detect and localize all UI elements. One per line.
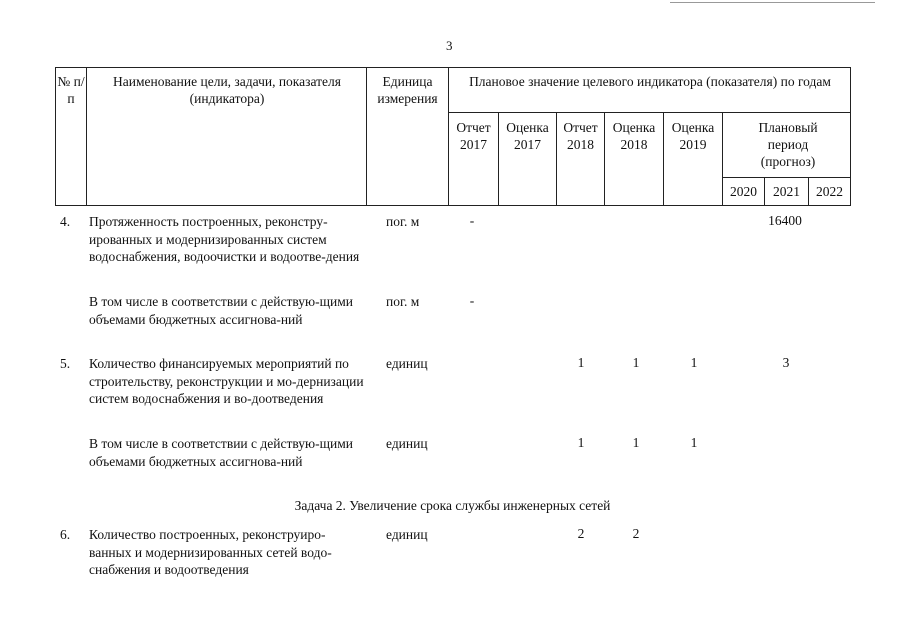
row-name: В том числе в соответствии с действую-щими объемами бюджетных ассигнова-ний [89,294,354,327]
row-name: Количество построенных, реконструиро-ванных и модернизированных сетей водо-снабжения и водоотведения [89,527,332,577]
header-ocenka-2019: Оценка 2019 [671,120,715,152]
header-otchet-2017: Отчет 2017 [456,120,491,152]
row-otchet-2018: 1 [577,435,585,450]
row-unit: единиц [386,436,428,451]
row-otchet-2018: 2 [577,526,585,541]
row-otchet-2018: 1 [577,355,585,370]
page-number: 3 [446,38,453,53]
row-unit: пог. м [386,294,420,309]
row-num: 6. [60,527,71,542]
row-num: 5. [60,356,71,371]
task-heading: Задача 2. Увеличение срока службы инженерных сетей [294,498,611,513]
row-otchet-2017: - [469,293,475,308]
header-year-2022: 2022 [816,184,843,199]
row-name: Протяженность построенных, реконстру-ированных и модернизированных систем водоснабжения, водоочистки и водоотве-дения [89,214,360,264]
row-ocenka-2018: 1 [632,435,640,450]
row-otchet-2017: - [469,213,475,228]
row-forecast: 3 [782,355,790,370]
row-unit: единиц [386,356,428,371]
row-forecast: 16400 [768,213,802,228]
header-num: № п/п [57,74,85,106]
row-name: Количество финансируемых мероприятий по строительству, реконструкции и мо-дернизации систем водоснабжения и во-доотведения [89,356,364,406]
row-ocenka-2018: 1 [632,355,640,370]
header-year-2020: 2020 [730,184,757,199]
row-ocenka-2018: 2 [632,526,640,541]
row-unit: пог. м [386,214,420,229]
row-num: 4. [60,214,71,229]
header-ocenka-2018: Оценка 2018 [612,120,656,152]
row-ocenka-2019: 1 [690,435,698,450]
row-unit: единиц [386,527,428,542]
row-ocenka-2019: 1 [690,355,698,370]
header-ocenka-2017: Оценка 2017 [506,120,549,152]
row-name: В том числе в соответствии с действую-щими объемами бюджетных ассигнова-ний [89,436,354,469]
scan-artifact [670,2,875,3]
header-name: Наименование цели, задачи, показателя (индикатора) [113,74,341,106]
header-year-2021: 2021 [773,184,800,199]
header-unit: Единица измерения [377,74,438,106]
header-plan: Плановое значение целевого индикатора (показателя) по годам [469,74,831,89]
header-otchet-2018: Отчет 2018 [563,120,598,152]
header-forecast: Плановый период (прогноз) [758,120,818,169]
